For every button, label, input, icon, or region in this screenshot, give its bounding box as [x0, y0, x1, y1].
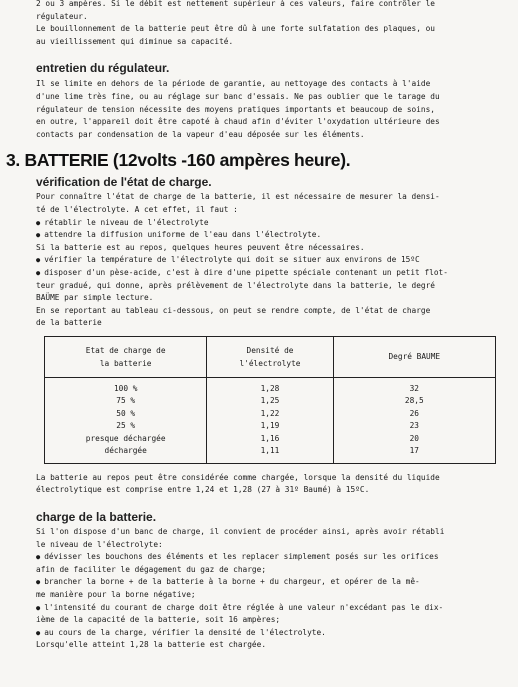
table-cell: 17 — [409, 446, 419, 456]
table-header-cell — [45, 336, 207, 377]
text-line: Si la batterie est au repos, quelques heures peuvent être nécessaires. — [36, 242, 365, 252]
after-table-line: électrolytique est comprise entre 1,24 et 1,28 (27 à 31º Baumé) à 15ºC. — [36, 485, 370, 495]
table-cell: 25 % — [45, 420, 207, 433]
table-cell: 1,28 — [207, 377, 333, 395]
bullet-item: ● dévisser les bouchons des éléments et les replacer simplement posés sur les orifices — [36, 551, 508, 564]
table-cell: presque déchargée — [45, 433, 207, 446]
bullet-item: ● disposer d'un pèse-acide, c'est à dire d'une pipette spéciale contenant un petit flot- — [36, 267, 508, 280]
table-cell: déchargée — [45, 445, 207, 463]
bullet-item: ● rétablir le niveau de l'électrolyte — [36, 217, 508, 230]
table-header-cell — [333, 336, 495, 377]
intro-line: Le bouillonnement de la batterie peut être dû à une forte sulfatation des plaques, ou — [36, 24, 436, 34]
entretien-paragraph — [36, 78, 508, 141]
bullet-item: ● l'intensité du courant de charge doit être réglée à une valeur n'excédant pas le dix- — [36, 602, 508, 615]
table-row — [45, 420, 496, 433]
verification-paragraph — [36, 191, 508, 330]
entretien-line: d'une lime très fine, ou au réglage sur banc d'essais. Ne pas oublier que le tarage du — [36, 91, 440, 101]
table-cell: 26 — [409, 408, 419, 418]
table-cell: 50 % — [45, 408, 207, 421]
header-text: Degré BAUME — [388, 352, 441, 362]
text-line: En se reportant au tableau ci-dessous, on peut se rendre compte, de l'état de charge — [36, 305, 431, 315]
table-cell: 75 % — [45, 395, 207, 408]
table-cell: 1,25 — [207, 395, 333, 408]
charge-paragraph — [36, 526, 508, 652]
text-line: Lorsqu'elle atteint 1,28 la batterie est chargée. — [36, 640, 267, 650]
text-line: ième de la capacité de la batterie, soit 16 ampères; — [36, 615, 281, 625]
bullet-item: ● vérifier la température de l'électrolyte qui doit se situer aux environs de 15ºC — [36, 254, 508, 267]
table-row — [45, 408, 496, 421]
charge-table — [44, 336, 496, 464]
bullet-item: ● brancher la borne + de la batterie à la borne + du chargeur, et opérer de la mê- — [36, 576, 508, 589]
entretien-line: contacts par condensation de la vapeur d'eau déposée sur les éléments. — [36, 129, 365, 139]
entretien-line: Il se limite en dehors de la période de garantie, au nettoyage des contacts à l'aide — [36, 79, 431, 89]
header-text: Densité de — [246, 345, 294, 355]
text-line: té de l'électrolyte. A cet effet, il faut : — [36, 204, 238, 214]
text-line: Pour connaître l'état de charge de la batterie, il est nécessaire de mesurer la densi- — [36, 192, 440, 202]
section-heading-entretien: entretien du régulateur. — [36, 61, 170, 76]
table-cell: 1,19 — [207, 420, 333, 433]
text-line: Si l'on dispose d'un banc de charge, il convient de procéder ainsi, après avoir rétabli — [36, 527, 445, 537]
bullet-item: ● attendre la diffusion uniforme de l'eau dans l'électrolyte. — [36, 229, 508, 242]
header-text: l'électrolyte — [239, 358, 301, 368]
table-row — [45, 433, 496, 446]
intro-paragraph — [36, 0, 508, 48]
header-text: Etat de charge de — [85, 345, 166, 355]
text-line: BAÜME par simple lecture. — [36, 293, 154, 303]
table-row — [45, 377, 496, 395]
table-cell: 1,22 — [207, 408, 333, 421]
text-line: de la batterie — [36, 318, 102, 328]
text-line: me manière pour la borne négative; — [36, 590, 196, 600]
header-text: la batterie — [99, 358, 152, 368]
section-heading-charge: charge de la batterie. — [36, 510, 157, 525]
table-header-cell — [207, 336, 333, 377]
table-cell: 32 — [409, 383, 419, 393]
text-line: le niveau de l'électrolyte: — [36, 539, 163, 549]
table-cell: 100 % — [45, 377, 207, 395]
section-heading-verification: vérification de l'état de charge. — [36, 175, 212, 190]
table-row — [45, 395, 496, 408]
after-table-line: La batterie au repos peut être considérée comme chargée, lorsque la densité du liquide — [36, 472, 440, 482]
chapter-heading-batterie: 3. BATTERIE (12volts -160 ampères heure). — [6, 150, 351, 171]
table-row — [45, 445, 496, 463]
text-line: afin de faciliter le dégagement du gaz de charge; — [36, 564, 267, 574]
bullet-item: ● au cours de la charge, vérifier la densité de l'électrolyte. — [36, 627, 508, 640]
entretien-line: en outre, l'appareil doit être capoté à chaud afin d'éviter l'oxydation ultérieure des — [36, 117, 440, 127]
table-header-row — [45, 336, 496, 377]
text-line: teur gradué, qui donne, après prélèvement de l'électrolyte dans la batterie, le degré — [36, 280, 436, 290]
table-cell: 1,16 — [207, 433, 333, 446]
intro-line: régulateur. — [36, 11, 88, 21]
table-cell: 1,11 — [207, 445, 333, 463]
table-cell: 28,5 — [404, 396, 424, 406]
intro-line: 2 ou 3 ampères. Si le débit est nettement supérieur à ces valeurs, faire contrôler le — [36, 0, 436, 8]
after-table-paragraph — [36, 472, 508, 497]
entretien-line: régulateur de tension nécessite des moyens pratiques importants et beaucoup de soins, — [36, 104, 436, 114]
table-cell: 23 — [409, 421, 419, 431]
table-cell: 20 — [409, 433, 419, 443]
intro-line: au vieillissement qui diminue sa capacité. — [36, 36, 234, 46]
